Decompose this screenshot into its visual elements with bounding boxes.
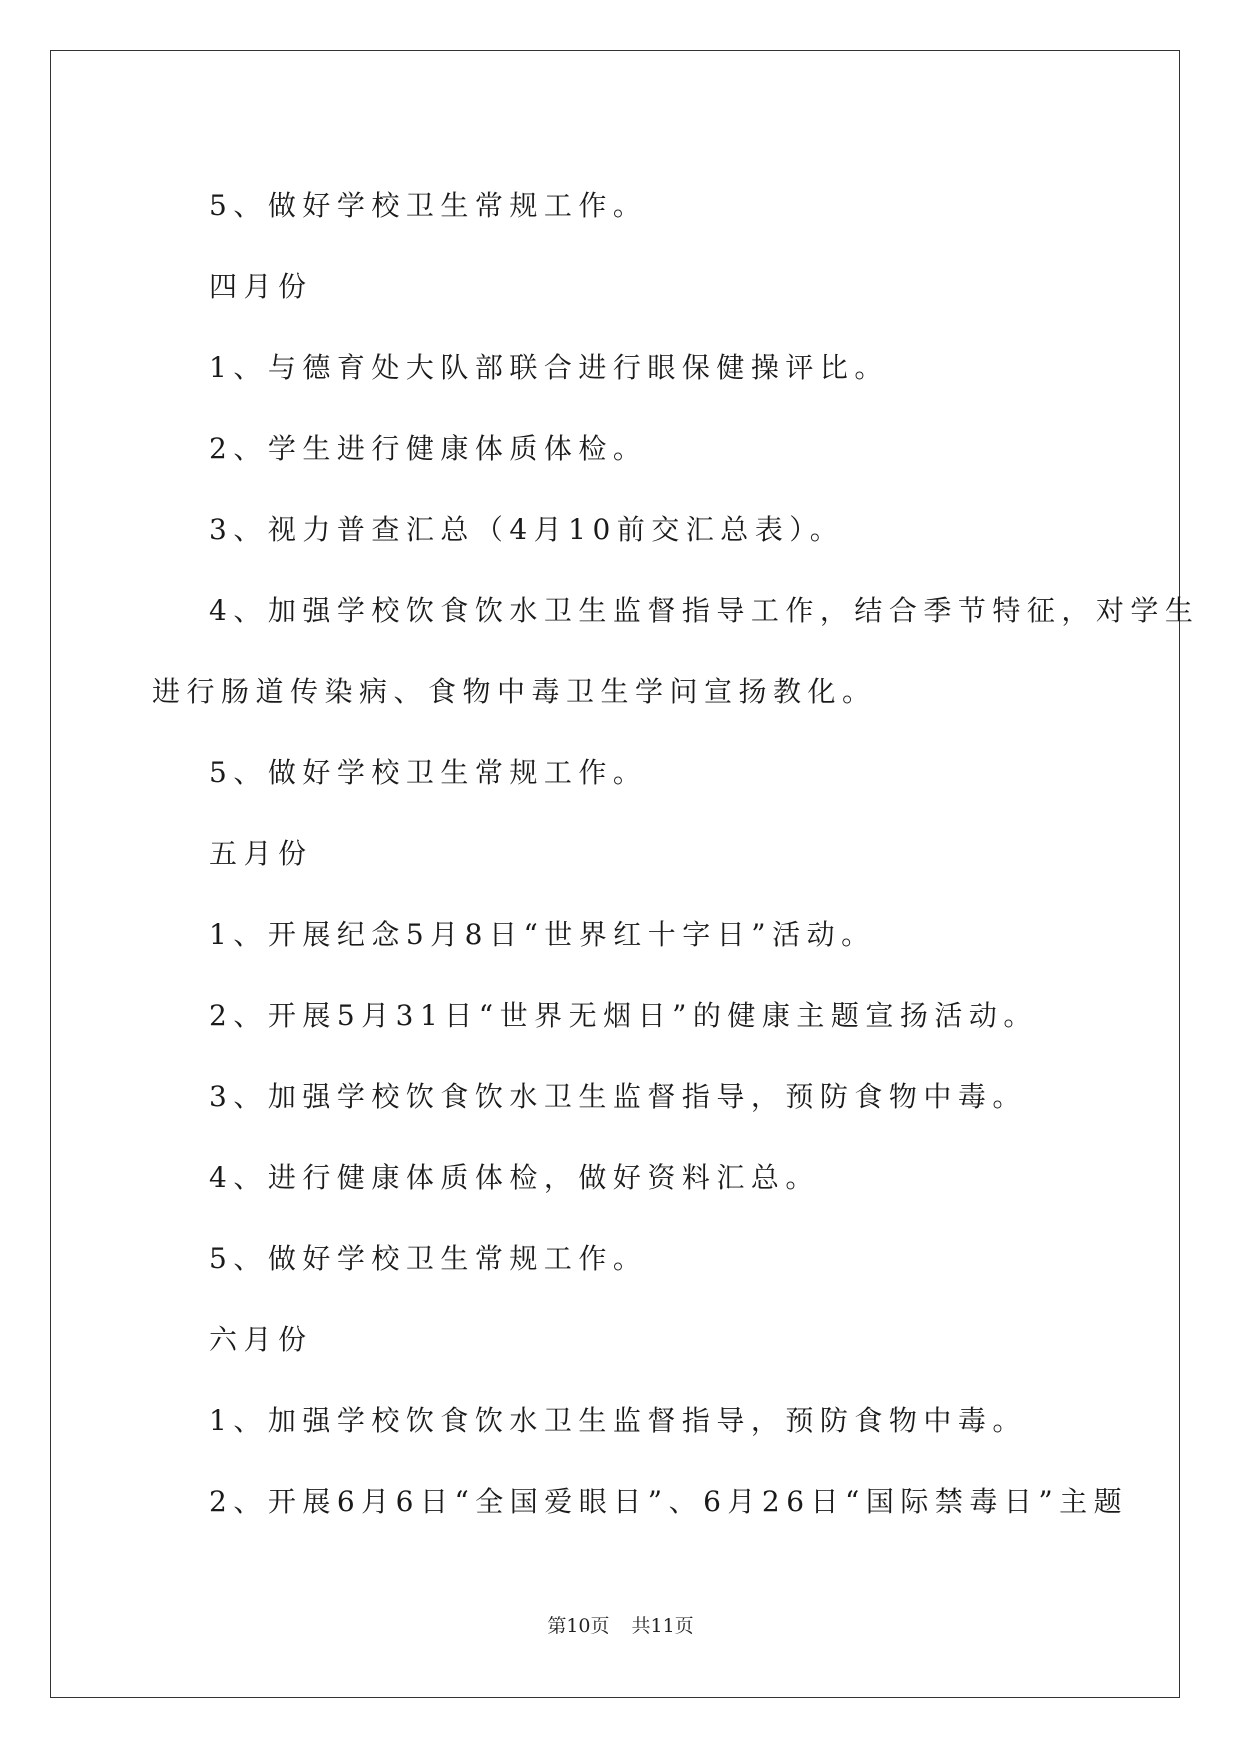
- text-line: 2、开展5月31日“世界无烟日”的健康主题宣扬活动。: [209, 999, 1038, 1032]
- text-line: 2、学生进行健康体质体检。: [209, 432, 648, 465]
- text-line: 六月份: [209, 1323, 313, 1356]
- text-line: 进行肠道传染病、食物中毒卫生学问宣扬教化。: [152, 675, 877, 708]
- total-pages: 共11页: [631, 1615, 694, 1637]
- text-line: 5、做好学校卫生常规工作。: [209, 756, 648, 789]
- text-line: 1、加强学校饮食饮水卫生监督指导，预防食物中毒。: [209, 1404, 1027, 1437]
- page-footer: [0, 1611, 1241, 1638]
- text-line: 1、与德育处大队部联合进行眼保健操评比。: [209, 351, 889, 384]
- text-line: 1、开展纪念5月8日“世界红十字日”活动。: [209, 918, 876, 951]
- document-body: [152, 165, 1200, 1542]
- text-line: 3、加强学校饮食饮水卫生监督指导，预防食物中毒。: [209, 1080, 1027, 1113]
- text-line: 5、做好学校卫生常规工作。: [209, 189, 648, 222]
- text-line: 四月份: [209, 270, 313, 303]
- text-line: 五月份: [209, 837, 313, 870]
- text-line: 3、视力普查汇总（4月10前交汇总表）。: [209, 513, 845, 546]
- text-line: 5、做好学校卫生常规工作。: [209, 1242, 648, 1275]
- page-number: 第10页: [547, 1615, 610, 1637]
- text-line: 4、加强学校饮食饮水卫生监督指导工作，结合季节特征，对学生: [209, 594, 1200, 627]
- text-line: 2、开展6月6日“全国爱眼日”、6月26日“国际禁毒日”主题: [209, 1485, 1129, 1518]
- text-line: 4、进行健康体质体检，做好资料汇总。: [209, 1161, 820, 1194]
